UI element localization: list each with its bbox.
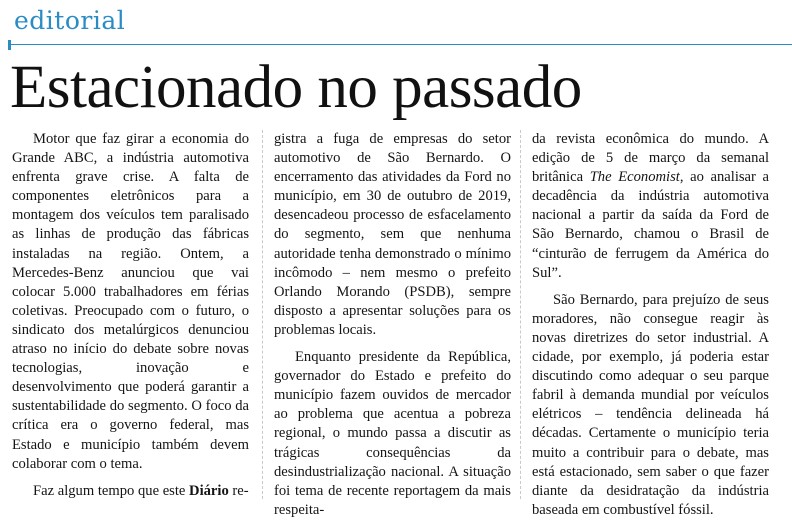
paragraph bbox=[274, 130, 511, 340]
italic-text: The Economist bbox=[589, 169, 680, 186]
paragraph bbox=[12, 130, 249, 474]
kicker-accent-bar bbox=[8, 40, 11, 50]
text-column-1 bbox=[12, 130, 249, 501]
text-run: São Bernardo, para prejuízo de seus moradores, não consegue reagir às novas diretrizes do setor industrial. A cidade, por exemplo, já poderia estar discutindo como adequar o seu parque fabril à demanda mundial por veículos elétricos – tendência delineada há décadas. Certamente o município teria muito a contribuir para o debate, mas está estacionado, sem saber o que fazer diante da desidratação da indústria baseada em combustível fóssil. bbox=[532, 291, 769, 518]
text-run: da revista econômica do mundo. A edição de 5 de março da semanal britânica bbox=[532, 131, 769, 186]
text-run: , ao analisar a decadência da indústria automotiva nacional a partir da saída da Ford de São Bernardo, chamou o Brasil de “cinturão de ferrugem da América do Sul”. bbox=[532, 169, 769, 281]
paragraph bbox=[532, 291, 769, 520]
paragraph bbox=[12, 482, 249, 501]
paragraph bbox=[532, 130, 769, 283]
text-run: Faz algum tempo que este bbox=[33, 482, 190, 499]
kicker-divider-line bbox=[8, 44, 792, 45]
text-column-2 bbox=[274, 130, 511, 520]
text-run: re- bbox=[228, 482, 249, 499]
paragraph bbox=[274, 348, 511, 520]
column-divider bbox=[520, 130, 521, 499]
text-run: gistra a fuga de empresas do setor automotivo de São Bernardo. O encerramento das atividades da Ford no município, em 30 de outubro de 2019, desencadeou processo de esfacelamento do segmento, sem que nenhuma autoridade tenha demonstrado o mínimo incômodo – nem mesmo o prefeito Orlando Morando (PSDB), sempre disposto a apresentar soluções para os problemas locais. bbox=[274, 131, 511, 338]
headline: Estacionado no passado bbox=[10, 54, 582, 121]
column-divider bbox=[262, 130, 263, 499]
text-column-3 bbox=[532, 130, 769, 520]
text-run: Enquanto presidente da República, governador do Estado e prefeito do município fazem ouvidos de mercador ao problema que acentua a pobreza regional, o mundo passa a discutir as trágicas consequências da desindustrialização nacional. A situação foi tema de recente reportagem da mais respeita- bbox=[274, 349, 511, 518]
section-label: editorial bbox=[14, 6, 126, 35]
text-run: Motor que faz girar a economia do Grande ABC, a indústria automotiva enfrenta grave crise. A falta de componentes eletrônicos para a montagem dos veículos tem paralisado as linhas de produção das fábricas instaladas na região. Ontem, a Mercedes-Benz anunciou que vai colocar 5.000 trabalhadores em férias coletivas. Preocupado com o futuro, o sindicato dos metalúrgicos denunciou atraso no início do debate sobre novas tecnologias, inovação e desenvolvimento que poderá garantir a sustentabilidade do segmento. O foco da crítica era o governo federal, mas Estado e município também devem colaborar com o tema. bbox=[12, 131, 249, 472]
bold-text: Diário bbox=[189, 482, 229, 499]
